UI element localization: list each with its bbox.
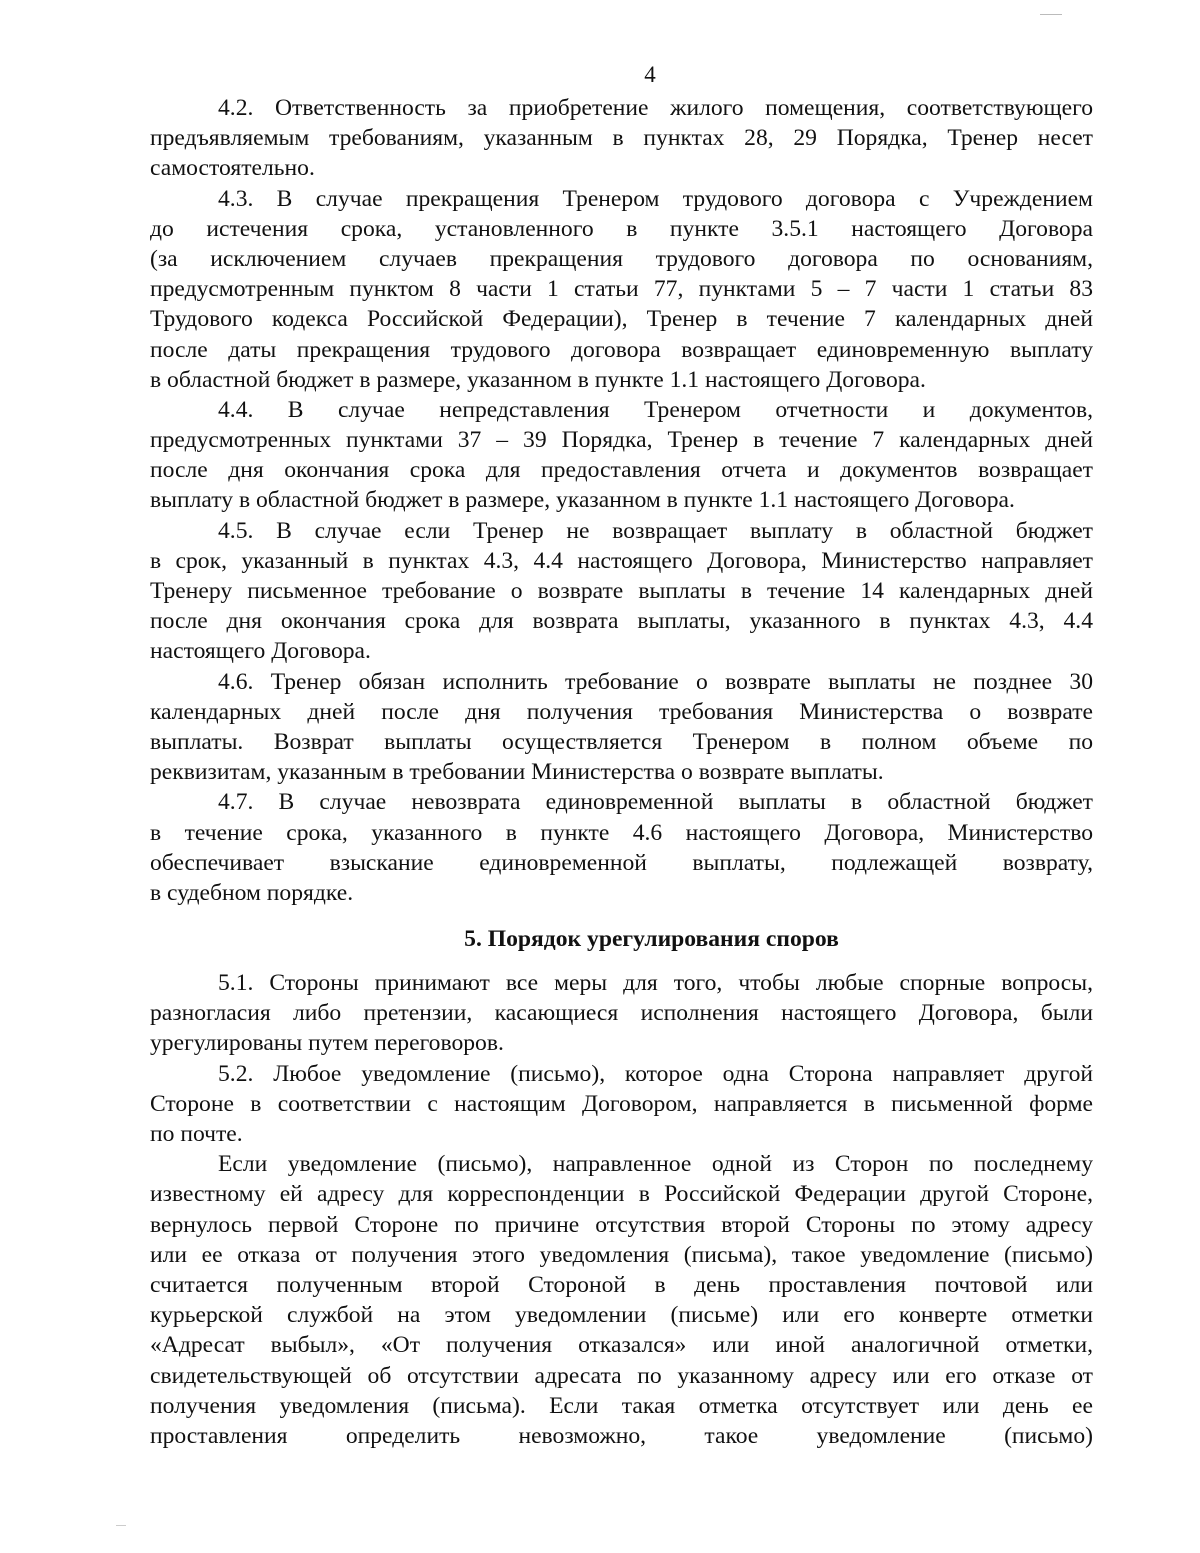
paragraph-line: выплату в областной бюджет в размере, указанном в пункте 1.1 настоящего Договора.: [150, 487, 1015, 514]
paragraph-line: (за исключением случаев прекращения трудового договора по основаниям,: [150, 245, 1093, 272]
paragraph-line: до истечения срока, установленного в пункте 3.5.1 настоящего Договора: [150, 215, 1093, 242]
paragraph-line: курьерской службой на этом уведомлении (письме) или его конверте отметки: [150, 1302, 1093, 1329]
paragraph-line: после дня окончания срока для предоставления отчета и документов возвращает: [150, 457, 1093, 484]
paragraph-line: 4.4. В случае непредставления Тренером отчетности и документов,: [218, 396, 1093, 423]
paragraph-line: проставления определить невозможно, такое уведомление (письмо): [150, 1422, 1093, 1449]
scan-artifact-mark: [116, 1525, 126, 1526]
section-5-paragraphs: [150, 968, 1093, 1451]
paragraph-line: 4.6. Тренер обязан исполнить требование о возврате выплаты не позднее 30: [218, 668, 1093, 695]
paragraph-line: вернулось первой Стороне по причине отсутствия второй Стороны по этому адресу: [150, 1211, 1093, 1238]
paragraph-line: 4.5. В случае если Тренер не возвращает выплату в областной бюджет: [218, 517, 1093, 544]
paragraph-line: Стороне в соответствии с настоящим Договором, направляется в письменной форме: [150, 1090, 1093, 1117]
paragraph-line: или ее отказа от получения этого уведомления (письма), такое уведомление (письмо): [150, 1241, 1093, 1268]
section-heading: 5. Порядок урегулирования споров: [464, 926, 839, 953]
paragraph: [150, 1059, 1093, 1150]
paragraph-line: предусмотренных пунктами 37 – 39 Порядка, Тренер в течение 7 календарных дней: [150, 427, 1093, 454]
scan-artifact-mark: [1040, 14, 1062, 15]
paragraph-line: урегулированы путем переговоров.: [150, 1030, 504, 1057]
paragraph-line: 4.3. В случае прекращения Тренером трудового договора с Учреждением: [218, 185, 1093, 212]
paragraph: [150, 968, 1093, 1059]
paragraph-line: в областной бюджет в размере, указанном в пункте 1.1 настоящего Договора.: [150, 366, 926, 393]
paragraph-line: Трудового кодекса Российской Федерации), Тренер в течение 7 календарных дней: [150, 306, 1093, 333]
paragraph-line: обеспечивает взыскание единовременной выплаты, подлежащей возврату,: [150, 849, 1093, 876]
paragraph-line: «Адресат выбыл», «От получения отказался» или иной аналогичной отметки,: [150, 1332, 1093, 1359]
paragraph-line: 4.7. В случае невозврата единовременной выплаты в областной бюджет: [218, 789, 1093, 816]
paragraph-line: 5.1. Стороны принимают все меры для того, чтобы любые спорные вопросы,: [218, 970, 1093, 997]
paragraph-line: 4.2. Ответственность за приобретение жилого помещения, соответствующего: [218, 95, 1093, 121]
paragraph-line: после даты прекращения трудового договора возвращает единовременную выплату: [150, 336, 1093, 363]
paragraph-line: в срок, указанный в пунктах 4.3, 4.4 настоящего Договора, Министерство направляет: [150, 547, 1093, 574]
paragraph: [150, 1149, 1093, 1451]
paragraph-line: в течение срока, указанного в пункте 4.6 настоящего Договора, Министерство: [150, 819, 1093, 846]
paragraph-line: Если уведомление (письмо), направленное одной из Сторон по последнему: [218, 1151, 1093, 1178]
paragraph-line: по почте.: [150, 1121, 243, 1147]
paragraph-line: Тренеру письменное требование о возврате выплаты в течение 14 календарных дней: [150, 578, 1093, 604]
paragraph: [150, 667, 1093, 788]
paragraph: [150, 93, 1093, 184]
paragraph: [150, 184, 1093, 395]
paragraph-line: предусмотренным пунктом 8 части 1 статьи 77, пунктами 5 – 7 части 1 статьи 83: [150, 276, 1093, 303]
page-number: 4: [644, 62, 656, 87]
paragraph-line: настоящего Договора.: [150, 638, 371, 665]
paragraph-line: свидетельствующей об отсутствии адресата по указанному адресу или его отказе от: [150, 1362, 1093, 1389]
paragraph-line: предъявляемым требованиям, указанным в пунктах 28, 29 Порядка, Тренер несет: [150, 125, 1093, 152]
document-body: [150, 93, 1093, 1451]
section-4-paragraphs: [150, 93, 1093, 908]
paragraph-line: считается полученным второй Стороной в день проставления почтовой или: [150, 1271, 1093, 1298]
paragraph: [150, 787, 1093, 908]
paragraph: [150, 516, 1093, 667]
paragraph-line: после дня окончания срока для возврата выплаты, указанного в пунктах 4.3, 4.4: [150, 608, 1093, 635]
paragraph-line: выплаты. Возврат выплаты осуществляется Тренером в полном объеме по: [150, 728, 1093, 755]
paragraph-line: получения уведомления (письма). Если такая отметка отсутствует или день ее: [150, 1392, 1093, 1419]
paragraph-line: разногласия либо претензии, касающиеся исполнения настоящего Договора, были: [150, 1000, 1093, 1027]
paragraph-line: реквизитам, указанным в требовании Министерства о возврате выплаты.: [150, 759, 884, 786]
paragraph-line: самостоятельно.: [150, 155, 315, 182]
paragraph-line: в судебном порядке.: [150, 879, 354, 906]
paragraph-line: календарных дней после дня получения требования Министерства о возврате: [150, 698, 1093, 725]
paragraph: [150, 395, 1093, 516]
paragraph-line: 5.2. Любое уведомление (письмо), которое одна Сторона направляет другой: [218, 1060, 1093, 1087]
paragraph-line: известному ей адресу для корреспонденции в Российской Федерации другой Стороне,: [150, 1181, 1093, 1208]
